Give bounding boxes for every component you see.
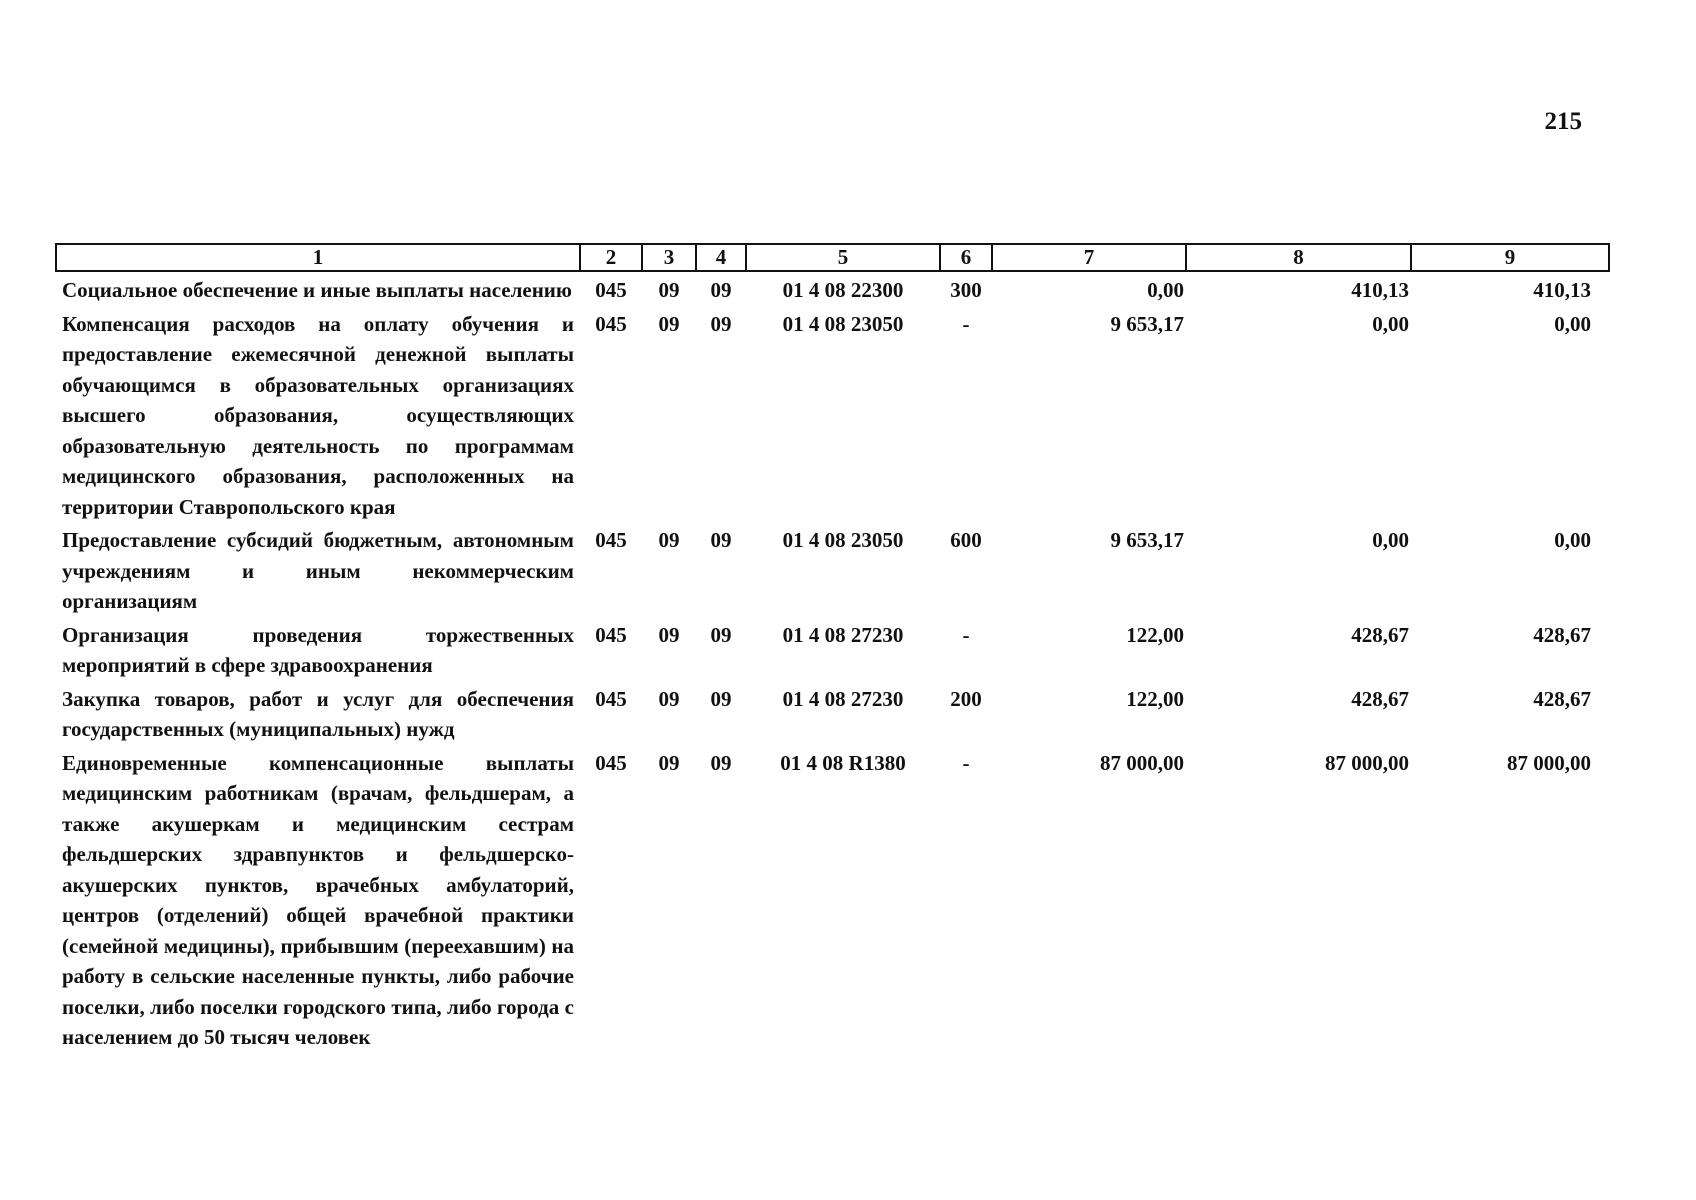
row-ministry-code: 045 <box>595 528 627 552</box>
header-col-7: 7 <box>992 244 1186 271</box>
row-target-code: 01 4 08 27230 <box>782 686 904 711</box>
row-name: Предоставление субсидий бюджетным, автономным учреждениям и иным некоммерческим организациям <box>62 528 574 613</box>
table-row <box>56 522 1609 617</box>
budget-table <box>55 243 1610 1053</box>
row-expense-type: 200 <box>950 686 982 711</box>
row-name: Организация проведения торжественных мероприятий в сфере здравоохранения <box>62 622 574 677</box>
table-row <box>56 271 1609 306</box>
row-subsection-code: 09 <box>710 750 732 775</box>
row-amount-col9: 428,67 <box>1533 622 1591 647</box>
row-name: Социальное обеспечение и иные выплаты населению <box>62 278 572 302</box>
row-amount-col8: 0,00 <box>1372 311 1409 336</box>
row-ministry-code: 045 <box>595 278 627 302</box>
table-row <box>56 745 1609 1053</box>
row-ministry-code: 045 <box>595 311 627 336</box>
row-ministry-code: 045 <box>595 686 627 711</box>
row-subsection-code: 09 <box>710 528 732 552</box>
table-row <box>56 617 1609 681</box>
row-expense-type: - <box>962 311 970 336</box>
row-section-code: 09 <box>658 622 680 647</box>
row-expense-type: 600 <box>950 528 982 552</box>
row-section-code: 09 <box>658 278 680 302</box>
header-col-1: 1 <box>56 244 580 271</box>
row-section-code: 09 <box>658 686 680 711</box>
row-subsection-code: 09 <box>710 686 732 711</box>
table-body <box>56 271 1609 1053</box>
row-amount-col7: 0,00 <box>1147 278 1184 302</box>
row-amount-col8: 0,00 <box>1372 528 1409 552</box>
row-subsection-code: 09 <box>710 278 732 302</box>
row-amount-col7: 122,00 <box>1126 622 1184 647</box>
row-expense-type: - <box>962 622 970 647</box>
row-name: Закупка товаров, работ и услуг для обеспечения государственных (муниципальных) нужд <box>62 686 574 741</box>
row-ministry-code: 045 <box>595 750 627 775</box>
table-header <box>56 244 1609 271</box>
header-row <box>56 244 1609 271</box>
header-col-6: 6 <box>940 244 992 271</box>
row-amount-col9: 0,00 <box>1554 311 1591 336</box>
row-ministry-code: 045 <box>595 622 627 647</box>
table-row <box>56 306 1609 523</box>
row-section-code: 09 <box>658 311 680 336</box>
row-amount-col8: 428,67 <box>1351 686 1409 711</box>
row-name: Компенсация расходов на оплату обучения и предоставление ежемесячной денежной выплаты обучающимся в образовательных организациях высшего образования, осуществляющих образовательную деятельность по программам медицинского образования, расположенных на территории Ставропольского края <box>62 311 574 519</box>
row-target-code: 01 4 08 23050 <box>782 311 904 336</box>
row-amount-col8: 410,13 <box>1351 278 1409 302</box>
row-amount-col7: 9 653,17 <box>1110 528 1184 552</box>
header-col-8: 8 <box>1186 244 1411 271</box>
header-col-4: 4 <box>696 244 746 271</box>
row-target-code: 01 4 08 27230 <box>782 622 904 647</box>
row-amount-col9: 0,00 <box>1554 528 1591 552</box>
row-expense-type: 300 <box>950 278 982 302</box>
row-amount-col9: 87 000,00 <box>1507 750 1591 775</box>
row-amount-col7: 122,00 <box>1126 686 1184 711</box>
row-amount-col7: 87 000,00 <box>1100 750 1184 775</box>
row-expense-type: - <box>962 750 970 775</box>
row-section-code: 09 <box>658 750 680 775</box>
row-name: Единовременные компенсационные выплаты медицинским работникам (врачам, фельдшерам, а также акушеркам и медицинским сестрам фельдшерских здравпунктов и фельдшерско-акушерских пунктов, врачебных амбулаторий, центров (отделений) общей врачебной практики (семейной медицины), прибывшим (переехавшим) на работу в сельские населенные пункты, либо рабочие поселки, либо поселки городского типа, либо города с населением до 50 тысяч человек <box>62 750 574 1049</box>
row-target-code: 01 4 08 23050 <box>782 528 904 552</box>
table-row <box>56 681 1609 745</box>
row-target-code: 01 4 08 R1380 <box>780 750 906 775</box>
row-subsection-code: 09 <box>710 622 732 647</box>
row-target-code: 01 4 08 22300 <box>782 278 904 302</box>
row-amount-col9: 410,13 <box>1533 278 1591 302</box>
row-section-code: 09 <box>658 528 680 552</box>
header-col-3: 3 <box>642 244 696 271</box>
row-amount-col8: 87 000,00 <box>1325 750 1409 775</box>
row-subsection-code: 09 <box>710 311 732 336</box>
header-col-5: 5 <box>746 244 940 271</box>
row-amount-col9: 428,67 <box>1533 686 1591 711</box>
row-amount-col7: 9 653,17 <box>1110 311 1184 336</box>
header-col-2: 2 <box>580 244 642 271</box>
row-amount-col8: 428,67 <box>1351 622 1409 647</box>
header-col-9: 9 <box>1411 244 1609 271</box>
page-number: 215 <box>1544 108 1582 135</box>
